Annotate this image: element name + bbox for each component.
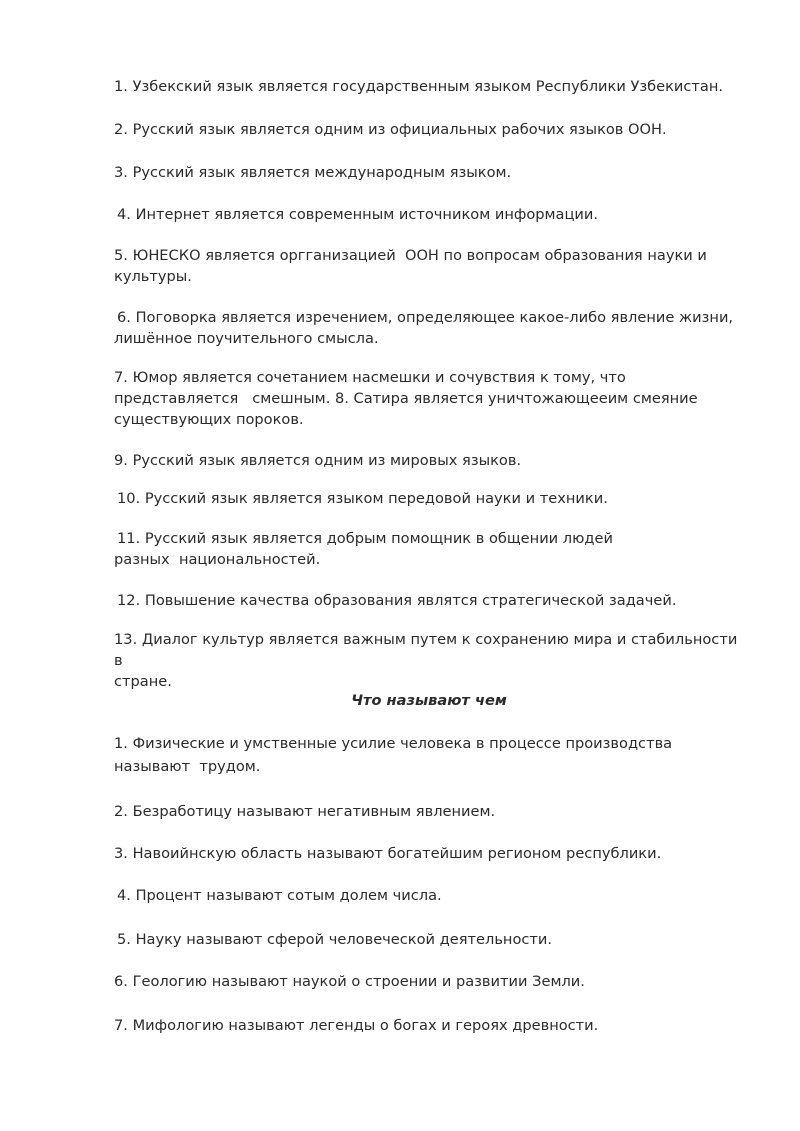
definition-7: 7. Мифологию называют легенды о богах и героях древности. [114,1017,599,1034]
definition-2: 2. Безработицу называют негативным явлением. [114,803,496,820]
definition-6: 6. Геологию называют наукой о строении и развитии Земли. [114,973,585,990]
definition-4: 4. Процент называют сотым долем числа. [117,887,442,904]
statement-6: 6. Поговорка является изречением, определяющее какое-либо явление жизни, лишённое поучительного смысла. [114,309,734,347]
statement-10: 10. Русский язык является языком передовой науки и техники. [117,490,608,507]
definition-5: 5. Науку называют сферой человеческой деятельности. [117,931,553,948]
statement-3: 3. Русский язык является международным языком. [114,164,512,181]
statement-2: 2. Русский язык является одним из официальных рабочих языков ООН. [114,121,667,138]
statement-9: 9. Русский язык является одним из мировых языков. [114,452,522,469]
statement-4: 4. Интернет является современным источником информации. [117,206,599,223]
statement-7-8: 7. Юмор является сочетанием насмешки и сочувствия к тому, что представляется смешным. 8. Сатира является уничтожающееим смеяние существующих пороков. [114,369,698,428]
statement-5: 5. ЮНЕСКО является оргганизацией ООН по вопросам образования науки и культуры. [114,247,707,285]
statement-1: 1. Узбекский язык является государственным языком Республики Узбекистан. [114,78,724,95]
definition-1: 1. Физические и умственные усилие человека в процессе производства называют трудом. [114,735,673,775]
statement-12: 12. Повышение качества образования являтся стратегической задачей. [117,592,677,609]
statement-11: 11. Русский язык является добрым помощник в общении людей разных национальностей. [114,530,613,568]
section-heading: Что называют чем [351,692,507,709]
definition-3: 3. Навоийнскую область называют богатейшим регионом республики. [114,845,662,862]
statement-13: 13. Диалог культур является важным путем к сохранению мира и стабильности в стране. [114,631,738,690]
